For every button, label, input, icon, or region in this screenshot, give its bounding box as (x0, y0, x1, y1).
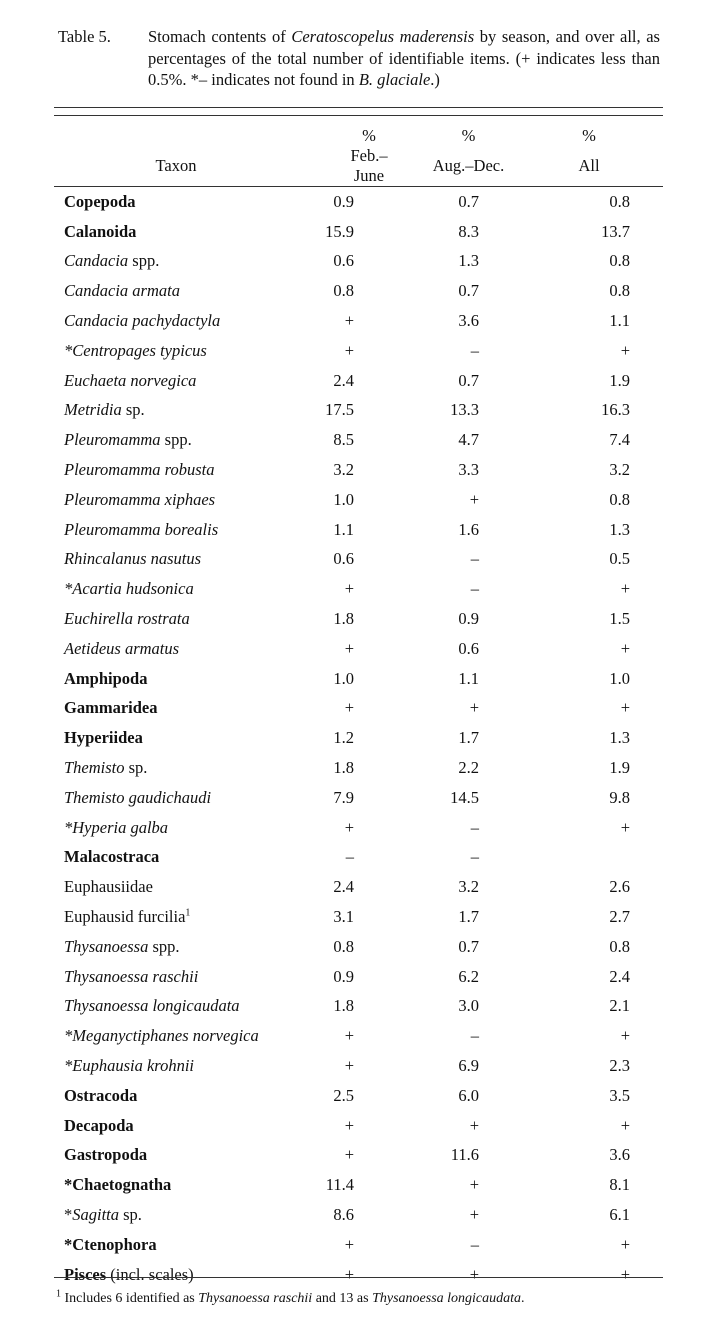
value-all: + (620, 698, 630, 718)
value-aug-dec: – (470, 340, 479, 360)
footnote-marker: 1 (56, 1288, 61, 1300)
taxon-name: Thysanoessa longicaudata (64, 996, 240, 1016)
value-all: 1.3 (609, 728, 630, 748)
column-header-aug-dec: Aug.–Dec. (400, 146, 525, 187)
table-row (54, 396, 663, 426)
value-feb-june: + (344, 1234, 354, 1254)
value-aug-dec: 0.7 (458, 370, 479, 390)
footnote-marker: 1 (185, 907, 191, 919)
table-row (54, 634, 663, 664)
taxon-name: * (64, 1204, 73, 1224)
taxon-cell (54, 217, 298, 247)
header-unit (54, 116, 298, 146)
taxon-cell (54, 1021, 298, 1051)
bottom-rule (54, 1277, 663, 1278)
taxon-name: Pleuromamma borealis (64, 519, 219, 539)
taxon-name: sp. (121, 400, 145, 420)
value-feb-june: + (344, 638, 354, 658)
value-feb-june: 17.5 (325, 400, 354, 420)
taxon-cell (54, 187, 298, 217)
value-aug-dec: 13.3 (450, 400, 479, 420)
taxon-name: Euphausiidae (64, 877, 153, 897)
value-aug-dec: 11.6 (450, 1145, 479, 1165)
table-row (54, 753, 663, 783)
value-all: 16.3 (601, 400, 630, 420)
taxon-name: Euphausid furcilia (64, 907, 186, 927)
table-row (54, 187, 663, 217)
taxon-name: *Ctenophora (64, 1234, 157, 1254)
taxon-cell (54, 1200, 298, 1230)
value-aug-dec: 8.3 (458, 221, 479, 241)
value-feb-june: 3.2 (333, 460, 354, 480)
table-row (54, 217, 663, 247)
taxon-name: spp. (160, 430, 192, 450)
value-aug-dec: 0.7 (458, 191, 479, 211)
value-feb-june: 0.6 (333, 251, 354, 271)
value-all: 3.6 (609, 1145, 630, 1165)
value-feb-june: 0.8 (333, 936, 354, 956)
taxon-name: Gammaridea (64, 698, 158, 718)
taxon-name: Pleuromamma xiphaes (64, 489, 216, 509)
taxon-name: Decapoda (64, 1115, 134, 1135)
value-feb-june: + (344, 1115, 354, 1135)
taxon-name: *Meganyctiphanes norvegica (64, 1026, 259, 1046)
taxon-cell (54, 515, 298, 545)
taxon-name: Candacia (64, 251, 129, 271)
taxon-name: *Hyperia galba (64, 817, 169, 837)
value-feb-june: 8.5 (333, 430, 354, 450)
value-feb-june: 15.9 (325, 221, 354, 241)
value-all: + (620, 1026, 630, 1046)
value-all: + (620, 340, 630, 360)
taxon-cell (54, 276, 298, 306)
taxon-name: Sagitta (72, 1204, 120, 1224)
taxon-cell (54, 604, 298, 634)
taxon-name: *Centropages typicus (64, 340, 207, 360)
table-row (54, 276, 663, 306)
value-feb-june: 0.9 (333, 191, 354, 211)
value-aug-dec: 1.3 (458, 251, 479, 271)
table-row (54, 574, 663, 604)
taxon-name: *Euphausia krohnii (64, 1056, 195, 1075)
value-aug-dec: – (470, 847, 479, 867)
taxon-name: spp. (148, 936, 180, 956)
taxon-cell (54, 1260, 298, 1290)
header-unit: % (461, 126, 476, 145)
value-feb-june: 3.1 (333, 907, 354, 927)
footnote-fragment: and 13 as (312, 1291, 373, 1306)
value-all: 3.5 (609, 1085, 630, 1105)
table-row (54, 604, 663, 634)
table-row (54, 932, 663, 962)
table-row (54, 723, 663, 753)
taxon-name: sp. (119, 1204, 142, 1224)
column-header-feb-june: Feb.–June (298, 146, 400, 187)
value-feb-june: 2.4 (333, 877, 354, 897)
value-aug-dec: 6.2 (458, 966, 479, 986)
value-aug-dec: 14.5 (450, 787, 479, 807)
header-names-row (54, 146, 663, 187)
footnote (56, 1288, 525, 1307)
taxon-name: Metridia (64, 400, 122, 420)
value-feb-june: 1.8 (333, 609, 354, 629)
value-aug-dec: + (469, 1264, 479, 1284)
value-feb-june: + (344, 579, 354, 599)
value-aug-dec: 6.0 (458, 1085, 479, 1105)
taxon-cell (54, 455, 298, 485)
taxon-name: Thysanoessa raschii (64, 966, 199, 986)
table-row (54, 366, 663, 396)
value-aug-dec: 0.9 (458, 609, 479, 629)
caption-text (148, 26, 660, 91)
header-unit: % (362, 126, 376, 145)
taxon-name: Amphipoda (64, 668, 148, 688)
taxon-name: Hyperiidea (64, 728, 143, 748)
taxon-cell (54, 1170, 298, 1200)
table-row (54, 545, 663, 575)
value-feb-june: 0.9 (333, 966, 354, 986)
taxon-cell (54, 992, 298, 1022)
table-body (54, 187, 663, 1290)
taxon-cell (54, 634, 298, 664)
value-all: 0.8 (609, 281, 630, 301)
stomach-contents-table (54, 116, 663, 1289)
taxon-cell (54, 1230, 298, 1260)
taxon-cell (54, 1141, 298, 1171)
table-caption (58, 26, 660, 91)
taxon-name: (incl. scales) (106, 1264, 194, 1284)
value-aug-dec: 0.6 (458, 638, 479, 658)
taxon-name: *Acartia hudsonica (64, 579, 194, 599)
value-feb-june: + (344, 1056, 354, 1075)
taxon-name: Pleuromamma robusta (64, 460, 215, 480)
value-all: 2.6 (609, 877, 630, 897)
header-units-row (54, 116, 663, 146)
value-all: + (620, 1115, 630, 1135)
taxon-cell (54, 306, 298, 336)
value-aug-dec: 3.2 (458, 877, 479, 897)
taxon-name: Ostracoda (64, 1085, 138, 1105)
value-aug-dec: 3.3 (458, 460, 479, 480)
value-all: + (620, 1264, 630, 1284)
value-all: 1.9 (609, 370, 630, 390)
value-aug-dec: 1.6 (458, 519, 479, 539)
taxon-name: spp. (128, 251, 160, 271)
table-row (54, 664, 663, 694)
footnote-fragment: . (521, 1291, 525, 1306)
taxon-cell (54, 545, 298, 575)
taxon-name: Candacia armata (64, 281, 180, 301)
value-aug-dec: – (470, 817, 479, 837)
taxon-name: sp. (124, 758, 148, 778)
value-feb-june: 7.9 (333, 787, 354, 807)
value-aug-dec: – (470, 579, 479, 599)
value-feb-june: + (344, 817, 354, 837)
caption-fragment: B. glaciale (358, 70, 431, 89)
taxon-name: Calanoida (64, 221, 137, 241)
value-all: + (620, 638, 630, 658)
table-row (54, 1081, 663, 1111)
value-aug-dec: 2.2 (458, 758, 479, 778)
taxon-cell (54, 813, 298, 843)
value-feb-june: – (345, 847, 354, 867)
table-row (54, 515, 663, 545)
table-row (54, 425, 663, 455)
taxon-name: Pleuromamma (64, 430, 161, 450)
header-unit: % (582, 126, 596, 145)
taxon-name: Euchirella rostrata (64, 609, 190, 629)
taxon-cell (54, 1081, 298, 1111)
value-feb-june: + (344, 1026, 354, 1046)
taxon-cell (54, 694, 298, 724)
value-feb-june: + (344, 1264, 354, 1284)
taxon-cell (54, 485, 298, 515)
taxon-cell (54, 664, 298, 694)
value-feb-june: + (344, 1145, 354, 1165)
value-feb-june: 2.4 (333, 370, 354, 390)
table-row (54, 992, 663, 1022)
value-feb-june: 11.4 (325, 1175, 354, 1195)
taxon-name: Malacostraca (64, 847, 160, 867)
taxon-cell (54, 366, 298, 396)
value-all: 13.7 (601, 221, 630, 241)
taxon-name: Gastropoda (64, 1145, 148, 1165)
value-aug-dec: + (469, 489, 479, 509)
table-row (54, 872, 663, 902)
value-aug-dec: 3.0 (458, 996, 479, 1016)
taxon-name: Pisces (64, 1264, 107, 1284)
taxon-cell (54, 574, 298, 604)
table-row (54, 247, 663, 277)
value-feb-june: + (344, 340, 354, 360)
taxon-cell (54, 902, 298, 932)
caption-fragment: .) (430, 70, 440, 89)
footnote-fragment: Thysanoessa raschii (198, 1291, 313, 1306)
value-all: 1.3 (609, 519, 630, 539)
value-all: 2.3 (609, 1056, 630, 1075)
value-feb-june: 1.0 (333, 668, 354, 688)
value-feb-june: + (344, 698, 354, 718)
value-all: 2.7 (609, 907, 630, 927)
taxon-cell (54, 425, 298, 455)
footnote-fragment: Thysanoessa longicaudata (372, 1291, 522, 1306)
value-aug-dec: 4.7 (458, 430, 479, 450)
value-all: 0.8 (609, 191, 630, 211)
taxon-name: Themisto gaudichaudi (64, 787, 212, 807)
caption-fragment: Stomach contents of (148, 27, 292, 46)
taxon-cell (54, 843, 298, 873)
value-all: 0.5 (609, 549, 630, 569)
table-row (54, 694, 663, 724)
table-row (54, 1141, 663, 1171)
value-feb-june: 1.8 (333, 758, 354, 778)
value-aug-dec: 3.6 (458, 311, 479, 331)
value-aug-dec: + (469, 698, 479, 718)
value-all: 1.0 (609, 668, 630, 688)
taxon-cell (54, 872, 298, 902)
table-row (54, 306, 663, 336)
value-aug-dec: + (469, 1204, 479, 1224)
value-feb-june: 1.1 (333, 519, 354, 539)
value-feb-june: 1.8 (333, 996, 354, 1016)
value-aug-dec: 1.7 (458, 907, 479, 927)
value-all: 1.5 (609, 609, 630, 629)
value-aug-dec: – (470, 1234, 479, 1254)
taxon-name: Euchaeta norvegica (64, 370, 197, 390)
taxon-name: Thysanoessa (64, 936, 149, 956)
taxon-cell (54, 1051, 298, 1081)
taxon-cell (54, 336, 298, 366)
table-row (54, 962, 663, 992)
value-all: + (620, 817, 630, 837)
taxon-name: Copepoda (64, 191, 136, 211)
taxon-cell (54, 396, 298, 426)
table-row (54, 1111, 663, 1141)
table-row (54, 843, 663, 873)
taxon-cell (54, 932, 298, 962)
table-row (54, 1021, 663, 1051)
taxon-cell (54, 247, 298, 277)
value-all: 0.8 (609, 936, 630, 956)
footnote-fragment: Includes 6 identified as (61, 1291, 199, 1306)
value-all: 3.2 (609, 460, 630, 480)
table-row (54, 1230, 663, 1260)
value-aug-dec: + (469, 1175, 479, 1195)
table-row (54, 1170, 663, 1200)
value-all: 8.1 (609, 1175, 630, 1195)
taxon-cell (54, 753, 298, 783)
taxon-cell (54, 962, 298, 992)
column-header-taxon: Taxon (54, 146, 298, 187)
value-feb-june: + (344, 311, 354, 331)
caption-fragment: by season, and over all, as percentages of the total number of identifiable items. (+ indicates less than 0.5%. *– indicates not found in (148, 27, 660, 89)
table-row (54, 485, 663, 515)
table-row (54, 1200, 663, 1230)
value-aug-dec: 6.9 (458, 1056, 479, 1075)
value-aug-dec: 0.7 (458, 281, 479, 301)
value-aug-dec: 0.7 (458, 936, 479, 956)
value-all: 7.4 (609, 430, 630, 450)
table-row (54, 902, 663, 932)
value-all (525, 843, 663, 873)
top-rule (54, 107, 663, 108)
table-label: Table 5. (58, 27, 111, 46)
value-feb-june: 8.6 (333, 1204, 354, 1224)
value-feb-june: 0.6 (333, 549, 354, 569)
value-all: 1.9 (609, 758, 630, 778)
table-row (54, 1051, 663, 1081)
value-all: 6.1 (609, 1204, 630, 1224)
value-aug-dec: 1.7 (458, 728, 479, 748)
value-aug-dec: + (469, 1115, 479, 1135)
value-all: 2.4 (609, 966, 630, 986)
table-row (54, 455, 663, 485)
value-feb-june: 1.2 (333, 728, 354, 748)
value-all: 0.8 (609, 251, 630, 271)
value-all: 2.1 (609, 996, 630, 1016)
taxon-name: Rhincalanus nasutus (64, 549, 202, 569)
column-header-all: All (525, 146, 663, 187)
taxon-cell (54, 723, 298, 753)
taxon-name: Themisto (64, 758, 125, 778)
value-all: + (620, 579, 630, 599)
caption-fragment: Ceratoscopelus maderensis (291, 27, 475, 46)
taxon-name: *Chaetognatha (64, 1175, 172, 1195)
value-feb-june: 0.8 (333, 281, 354, 301)
taxon-cell (54, 783, 298, 813)
value-feb-june: 1.0 (333, 489, 354, 509)
value-aug-dec: – (470, 549, 479, 569)
value-all: 0.8 (609, 489, 630, 509)
table-row (54, 336, 663, 366)
taxon-name: Aetideus armatus (64, 638, 180, 658)
value-all: 1.1 (609, 311, 630, 331)
value-aug-dec: 1.1 (458, 668, 479, 688)
table-row (54, 783, 663, 813)
value-all: + (620, 1234, 630, 1254)
taxon-cell (54, 1111, 298, 1141)
value-aug-dec: – (470, 1026, 479, 1046)
value-feb-june: 2.5 (333, 1085, 354, 1105)
table-row (54, 813, 663, 843)
taxon-name: Candacia pachydactyla (64, 311, 221, 331)
value-all: 9.8 (609, 787, 630, 807)
table-row (54, 1260, 663, 1290)
